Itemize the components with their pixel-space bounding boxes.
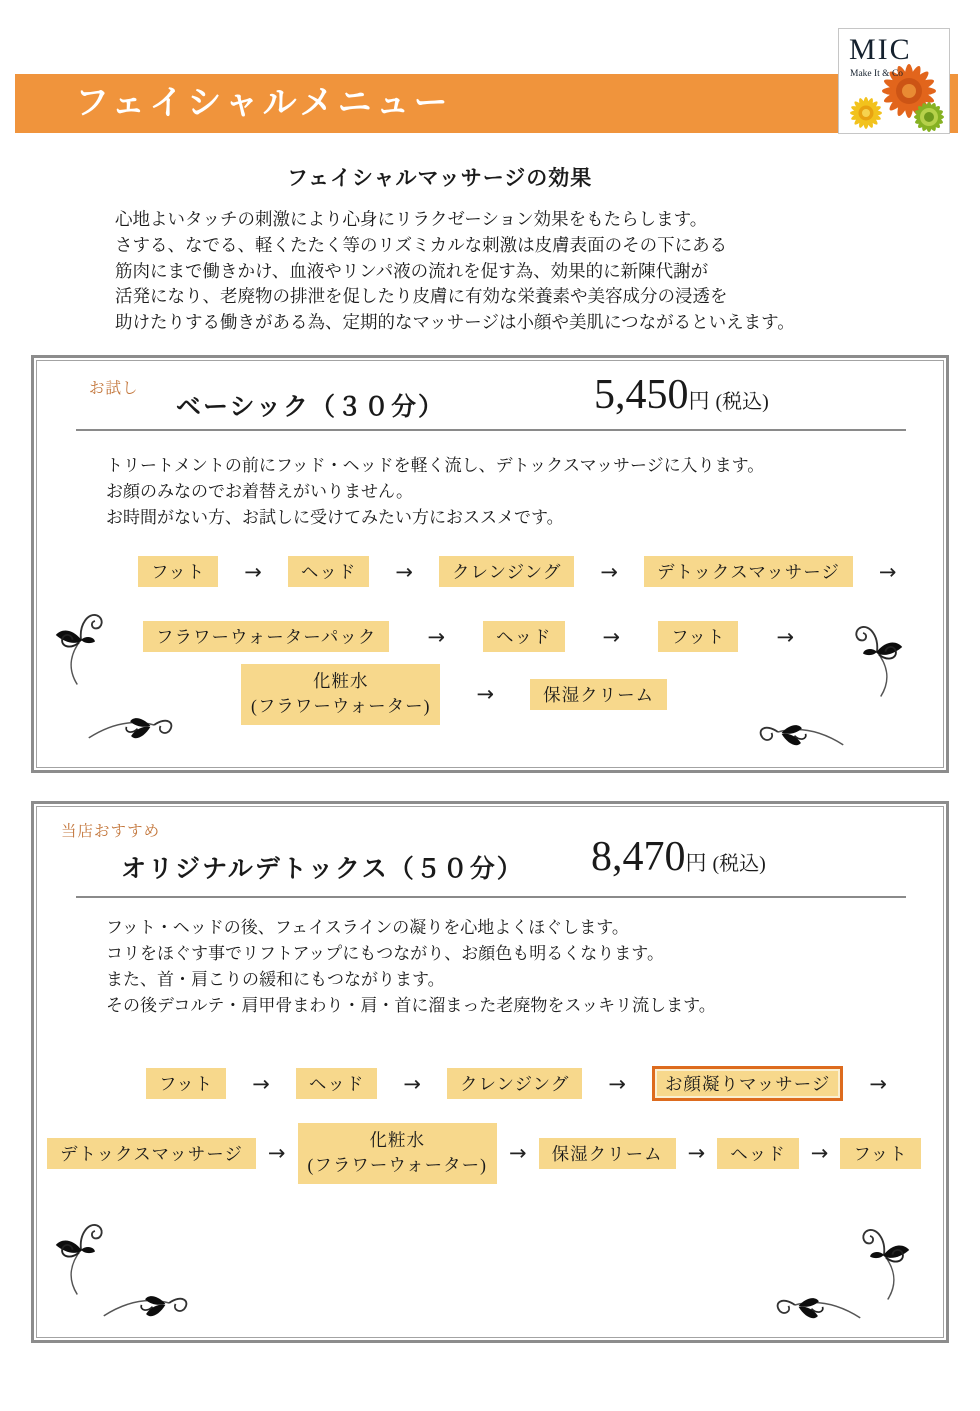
intro-line: 助けたりする働きがある為、定期的なマッサージは小顔や美肌につながるといえます。 (115, 312, 795, 333)
menu-title: オリジナルデトックス（５０分） (121, 856, 524, 883)
flow-step: デトックスマッサージ (644, 556, 853, 587)
flow-step: クレンジング (447, 1068, 582, 1099)
flow-step-line2: (フラワーウォーター) (307, 1155, 487, 1176)
menu-title: ベーシック（３０分） (176, 394, 446, 421)
price-tax-note: (税込) (712, 853, 766, 875)
arrow-right-icon: → (476, 682, 495, 707)
flow-step: ヘッド (288, 556, 370, 587)
flow-step: ヘッド (296, 1068, 378, 1099)
flow-step: フット (658, 621, 738, 652)
menu-tag: お試し (89, 380, 139, 397)
flourish-icon (754, 708, 846, 756)
flourish-icon (101, 1279, 193, 1327)
intro-line: 筋肉にまで働きかけ、血液やリンパ液の流れを促す為、効果的に新陳代謝が (115, 260, 709, 281)
flourish-icon (771, 1281, 863, 1329)
flow-step: デトックスマッサージ (47, 1138, 256, 1169)
description-line: フット・ヘッドの後、フェイスラインの凝りを心地よくほぐします。 (106, 918, 629, 937)
flow-row (37, 1123, 943, 1184)
flow-step: フット (146, 1068, 226, 1099)
mic-logo (838, 28, 950, 134)
flourish-icon (86, 701, 178, 749)
flow-step-line1: 化粧水 (312, 671, 369, 691)
arrow-right-icon: → (776, 624, 795, 649)
menu-tag: 当店おすすめ (61, 823, 161, 840)
flow-step-highlighted: お顔凝りマッサージ (652, 1066, 843, 1101)
flourish-icon (53, 596, 109, 688)
flow-row (37, 1066, 943, 1101)
flow-step-line2: (フラワーウォーター) (251, 696, 431, 717)
flow-step (241, 664, 440, 725)
menu-price (591, 833, 766, 881)
intro-line: 心地よいタッチの刺激により心身にリラクゼーション効果をもたらします。 (115, 209, 708, 229)
arrow-right-icon: → (427, 624, 446, 649)
description-line: また、首・肩こりの緩和にもつながります。 (106, 970, 445, 989)
flow-row (37, 621, 943, 652)
menu-description (106, 453, 764, 531)
description-line: お顔のみなのでお着替えがいりません。 (106, 482, 414, 501)
arrow-right-icon: → (395, 559, 413, 584)
flow-step: ヘッド (717, 1138, 799, 1169)
description-line: コリをほぐす事でリフトアップにもつながり、お顔色も明るくなります。 (106, 944, 664, 963)
header-banner (15, 74, 958, 133)
logo-text: MIC (849, 33, 912, 66)
arrow-right-icon: → (878, 559, 897, 584)
arrow-right-icon: → (267, 1141, 286, 1166)
intro-line: さする、なでる、軽くたたく等のリズミカルな刺激は皮膚表面のその下にある (115, 234, 728, 255)
divider (76, 429, 906, 431)
arrow-right-icon: → (244, 559, 262, 584)
menu-description (106, 915, 716, 1019)
arrow-right-icon: → (810, 1141, 829, 1166)
arrow-right-icon: → (687, 1141, 706, 1166)
price-yen: 円 (688, 389, 710, 413)
section-heading: フェイシャルマッサージの効果 (287, 166, 593, 190)
menu-card-original-detox (36, 806, 944, 1338)
flow-step (298, 1123, 497, 1184)
description-line: トリートメントの前にフッド・ヘッドを軽く流し、デトックスマッサージに入ります。 (106, 456, 765, 475)
page-title: フェイシャルメニュー (75, 85, 452, 122)
description-line: その後デコルテ・肩甲骨まわり・肩・首に溜まった老廃物をスッキリ流します。 (106, 996, 716, 1015)
flourish-icon (849, 608, 905, 700)
flow-step: クレンジング (439, 556, 574, 587)
logo-subtitle: Make It & Co (850, 69, 904, 79)
price-amount: 5,450 (594, 372, 689, 418)
arrow-right-icon: → (602, 624, 621, 649)
arrow-right-icon: → (508, 1141, 527, 1166)
price-yen: 円 (685, 851, 707, 875)
arrow-right-icon: → (600, 559, 618, 584)
arrow-right-icon: → (608, 1071, 626, 1096)
intro-line: 活発になり、老廃物の排泄を促したり皮膚に有効な栄養素や美容成分の浸透を (115, 286, 728, 307)
arrow-right-icon: → (403, 1071, 421, 1096)
flow-row (37, 556, 943, 587)
menu-card-basic (36, 360, 944, 768)
flow-step: フラワーウォーターパック (143, 621, 389, 652)
price-tax-note: (税込) (715, 391, 769, 413)
price-amount: 8,470 (591, 834, 686, 880)
flow-step-line1: 化粧水 (369, 1130, 425, 1150)
flow-step: 保湿クリーム (539, 1138, 676, 1169)
intro-paragraph (115, 207, 795, 336)
flow-step: ヘッド (483, 621, 565, 652)
arrow-right-icon: → (869, 1071, 888, 1096)
description-line: お時間がない方、お試しに受けてみたい方におススメです。 (106, 508, 564, 527)
flow-step: フット (138, 556, 218, 587)
menu-price (594, 371, 769, 419)
arrow-right-icon: → (252, 1071, 270, 1096)
divider (76, 896, 906, 898)
flow-step: 保湿クリーム (530, 679, 667, 710)
flow-step: フット (840, 1138, 920, 1169)
flourish-icon (856, 1211, 912, 1303)
